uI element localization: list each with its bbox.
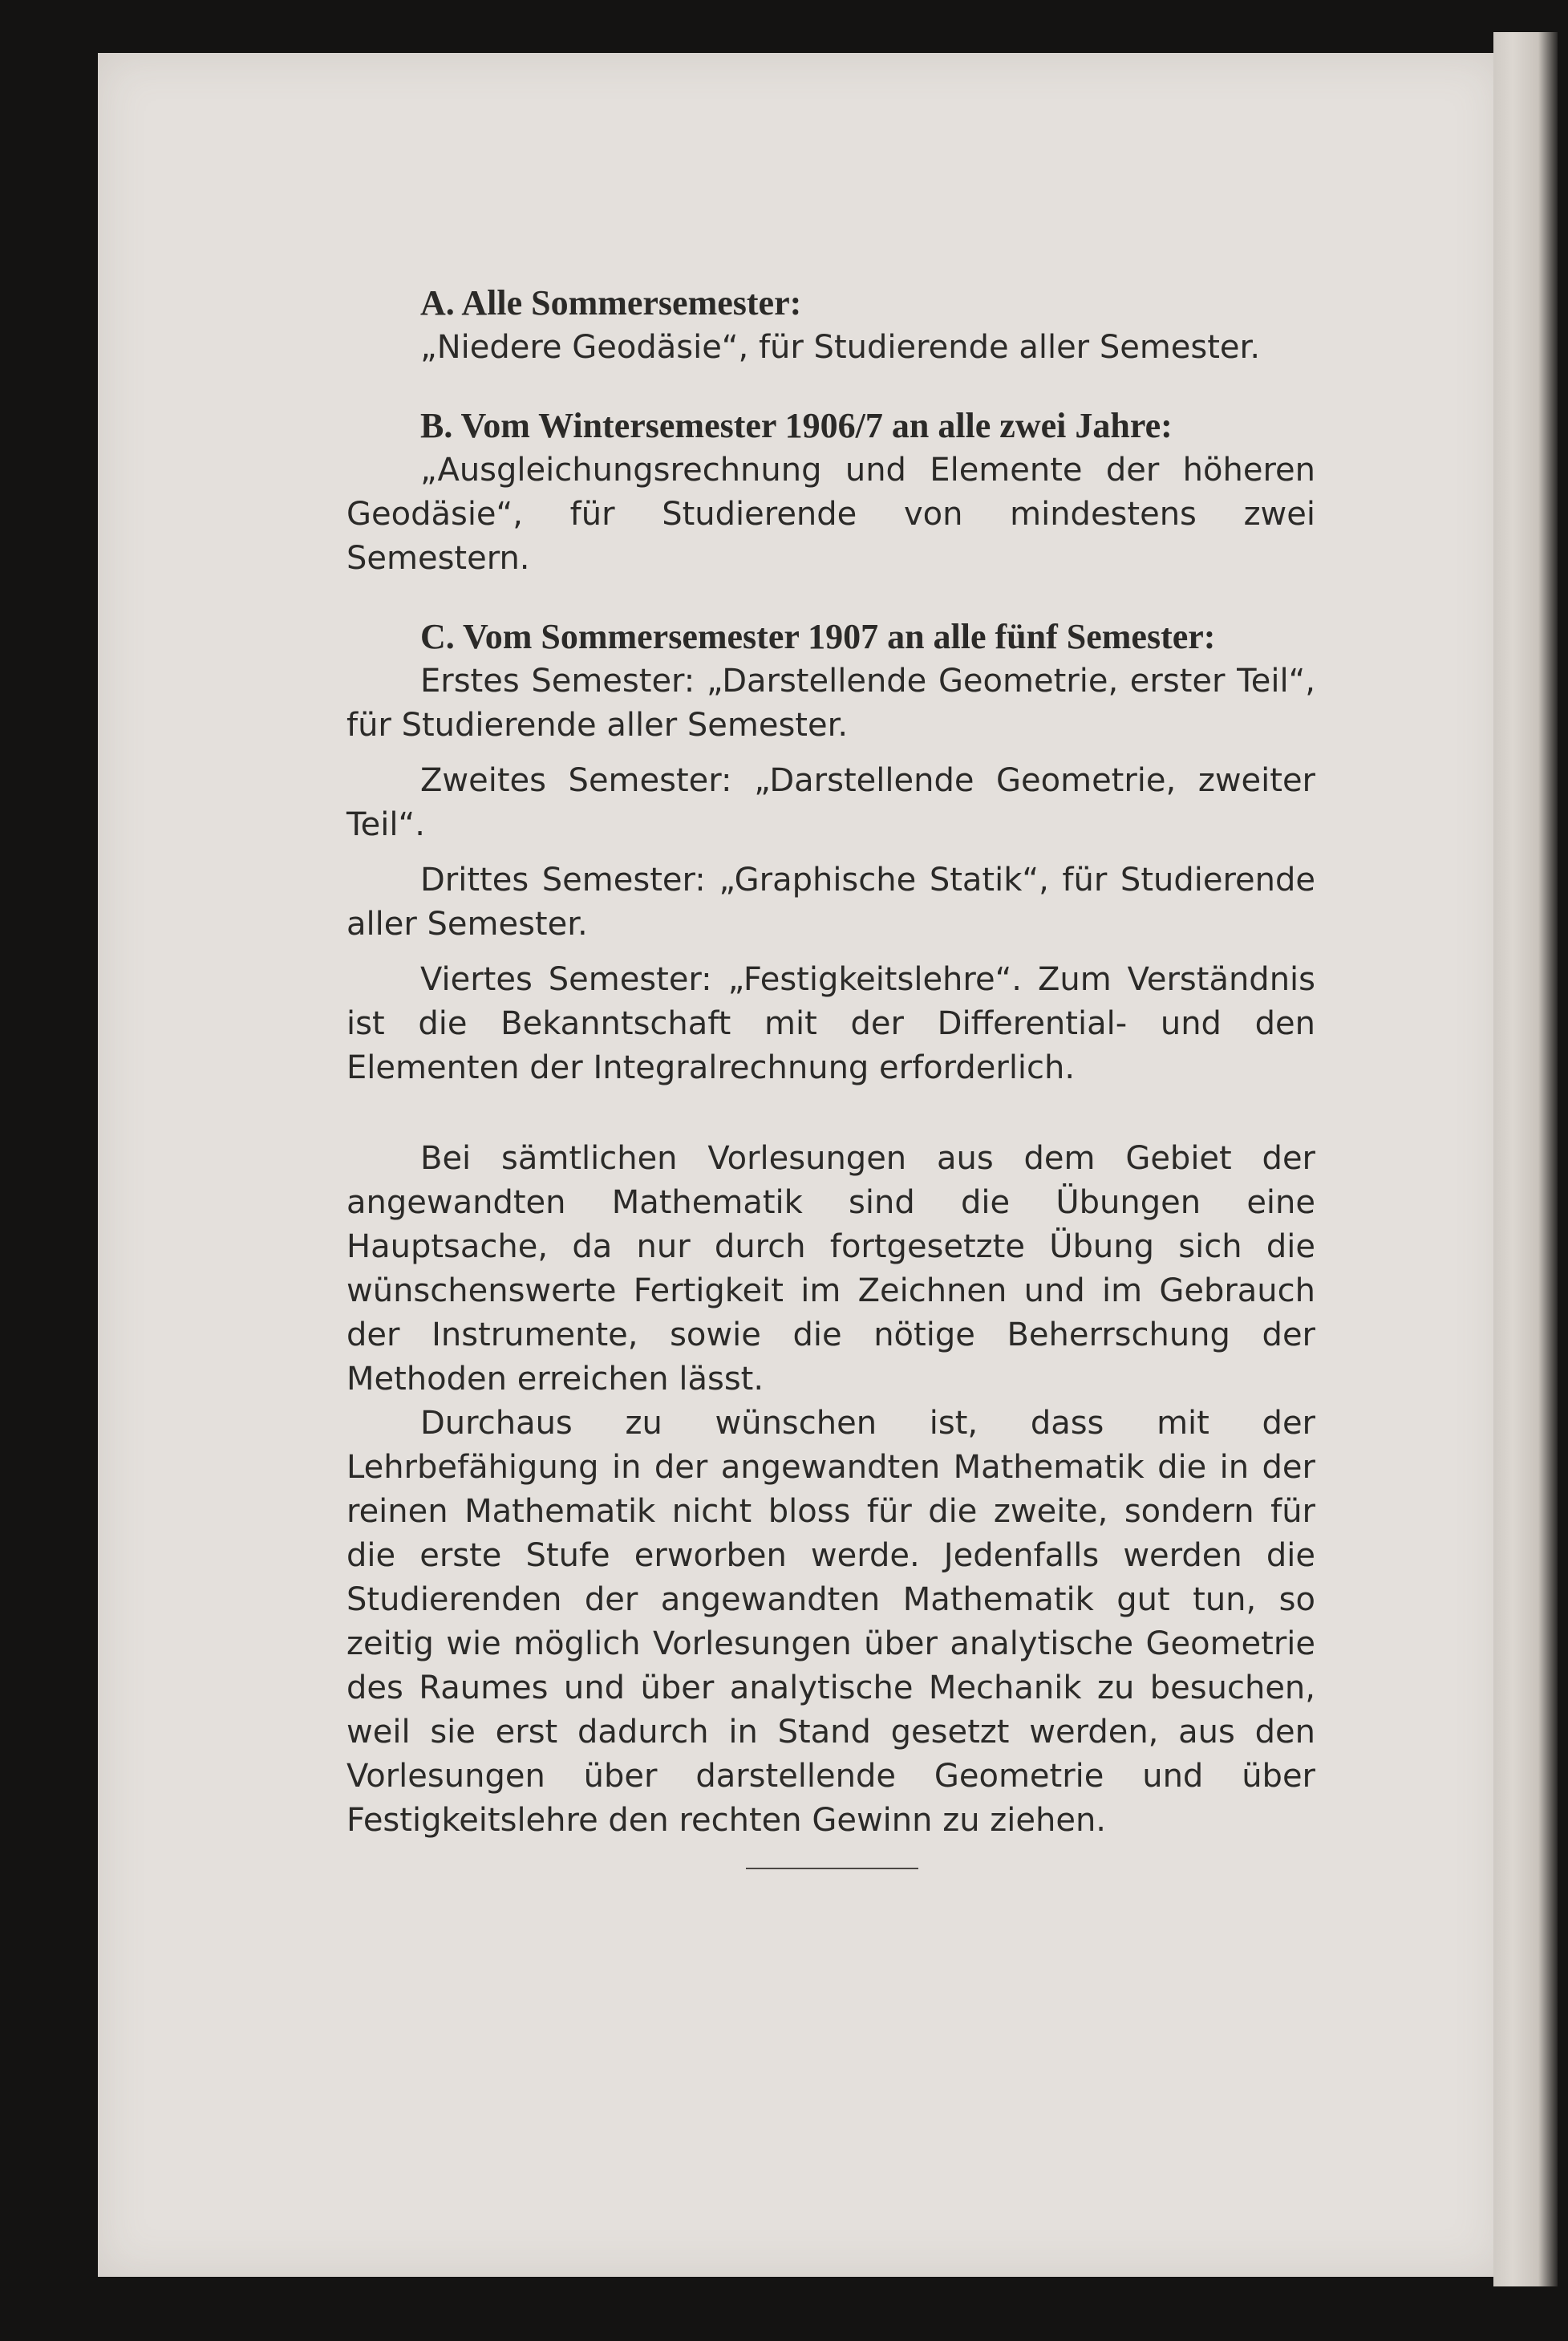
closing-rule: [746, 1868, 918, 1869]
section-a-text: „Niedere Geodäsie“, für Studierende aller Semester.: [420, 329, 1261, 366]
closing-paragraph-2: Durchaus zu wünschen ist, dass mit der Lehrbefähigung in der angewandten Mathematik die in der reinen Mathematik nicht bloss für die zweite, sondern für die erste Stufe erworben werde. Jedenfalls werden die Studierenden der angewandten Mathematik gut tun, so zeitig wie möglich Vorlesungen über analytische Geometrie des Raumes und über analytische Mechanik zu besuchen, weil sie erst dadurch in Stand gesetzt werden, aus den Vorlesungen über darstellende Geometrie und über Festigkeitslehre den rechten Gewinn zu ziehen.: [346, 1405, 1315, 1839]
section-b-text: „Ausgleichungsrechnung und Elemente der höheren Geodäsie“, für Studierende von mindestens zwei Semestern.: [346, 452, 1315, 577]
section-b-heading: B. Vom Wintersemester 1906/7 an alle zwei Jahre:: [420, 406, 1173, 445]
page-content: [346, 281, 1315, 1843]
semester-1-text: Erstes Semester: „Darstellende Geometrie, erster Teil“, für Studierende aller Semester.: [346, 663, 1315, 744]
semester-4-text: Viertes Semester: „Festigkeitslehre“. Zum Verständnis ist die Bekanntschaft mit der Differential- und den Elementen der Integralrechnung erforderlich.: [346, 961, 1315, 1086]
semester-3-text: Drittes Semester: „Graphische Statik“, für Studierende aller Semester.: [346, 862, 1315, 943]
section-a-heading: A. Alle Sommersemester:: [420, 283, 802, 323]
page-edge: [1493, 32, 1558, 2286]
closing-paragraph-1: Bei sämtlichen Vorlesungen aus dem Gebiet der angewandten Mathematik sind die Übungen eine Hauptsache, da nur durch fortgesetzte Übung sich die wünschenswerte Fertigkeit im Zeichnen und im Gebrauch der Instrumente, sowie die nötige Beherrschung der Methoden erreichen lässt.: [346, 1140, 1315, 1398]
semester-2-text: Zweites Semester: „Darstellende Geometrie, zweiter Teil“.: [346, 762, 1315, 843]
section-c-heading: C. Vom Sommersemester 1907 an alle fünf Semester:: [420, 617, 1216, 656]
